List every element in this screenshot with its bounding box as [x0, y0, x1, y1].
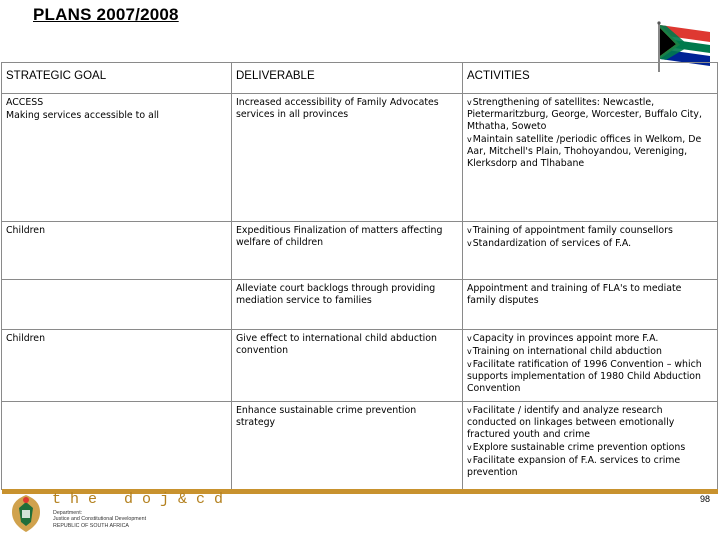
activity-text: Capacity in provinces appoint more F.A. — [472, 333, 659, 344]
v-diamond-bullet-icon: v — [467, 360, 472, 369]
activity-text: Strengthening of satellites: Newcastle, Pietermaritzburg, George, Worcester, Buffalo City, Mthatha, Soweto — [467, 97, 702, 132]
table-row — [2, 330, 718, 402]
page-number: 98 — [699, 494, 710, 504]
activity-item — [467, 455, 713, 479]
activity-text: Explore sustainable crime prevention options — [472, 442, 686, 453]
table-row — [2, 280, 718, 330]
v-diamond-bullet-icon: v — [467, 443, 472, 452]
activity-text: Training on international child abduction — [472, 346, 662, 357]
activity-text: Training of appointment family counsellors — [472, 225, 673, 236]
activities-cell — [463, 402, 718, 490]
goal-text: Making services accessible to all — [6, 110, 160, 121]
dept-line: Justice and Constitutional Development — [53, 516, 147, 523]
v-diamond-bullet-icon: v — [467, 98, 472, 107]
activity-item — [467, 442, 713, 454]
goal-cell: Children — [2, 330, 232, 402]
activity-text: Standardization of services of F.A. — [472, 238, 632, 249]
deliverable-cell: Enhance sustainable crime prevention strategy — [232, 402, 463, 490]
dept-line: REPUBLIC OF SOUTH AFRICA — [53, 522, 129, 529]
activities-cell — [463, 330, 718, 402]
activity-item — [467, 346, 713, 358]
header-activities: ACTIVITIES — [463, 63, 718, 94]
goal-text: ACCESS — [6, 97, 44, 108]
deliverable-cell: Give effect to international child abduction convention — [232, 330, 463, 402]
brand-wordmark: the doj&cd — [52, 491, 233, 508]
v-diamond-bullet-icon: v — [467, 239, 472, 248]
table-row — [2, 94, 718, 222]
activities-cell: Appointment and training of FLA's to mediate family disputes — [463, 280, 718, 330]
activity-item — [467, 405, 713, 441]
goal-cell — [2, 94, 232, 222]
activity-item — [467, 238, 713, 250]
plans-table — [1, 62, 718, 490]
coat-of-arms-icon — [6, 492, 46, 534]
activity-item — [467, 134, 713, 170]
table-row — [2, 222, 718, 280]
v-diamond-bullet-icon: v — [467, 456, 472, 465]
goal-cell — [2, 280, 232, 330]
page-title: PLANS 2007/2008 — [33, 5, 179, 24]
deliverable-cell: Expeditious Finalization of matters affecting welfare of children — [232, 222, 463, 280]
activity-item — [467, 225, 713, 237]
activity-text: Facilitate expansion of F.A. services to crime prevention — [467, 455, 681, 478]
activity-item — [467, 333, 713, 345]
table-header-row — [2, 63, 718, 94]
table-row — [2, 402, 718, 490]
deliverable-cell: Increased accessibility of Family Advocates services in all provinces — [232, 94, 463, 222]
activities-cell — [463, 222, 718, 280]
dept-line: Department: — [53, 510, 83, 516]
v-diamond-bullet-icon: v — [467, 226, 472, 235]
deliverable-cell: Alleviate court backlogs through providing mediation service to families — [232, 280, 463, 330]
goal-cell: Children — [2, 222, 232, 280]
v-diamond-bullet-icon: v — [467, 406, 472, 415]
v-diamond-bullet-icon: v — [467, 334, 472, 343]
v-diamond-bullet-icon: v — [467, 347, 472, 356]
department-name — [53, 510, 146, 529]
goal-cell — [2, 402, 232, 490]
activity-item — [467, 359, 713, 395]
activity-text: Maintain satellite /periodic offices in Welkom, De Aar, Mitchell's Plain, Thohoyandou, Vereniging, Klerksdorp and Tlhabane — [467, 134, 702, 169]
header-strategic-goal: STRATEGIC GOAL — [2, 63, 232, 94]
activity-text: Facilitate ratification of 1996 Convention – which supports implementation of 1980 Child Abduction Convention — [467, 359, 702, 394]
header-deliverable: DELIVERABLE — [232, 63, 463, 94]
activity-text: Facilitate / identify and analyze research conducted on linkages between emotionally fractured youth and crime — [467, 405, 675, 440]
activities-cell — [463, 94, 718, 222]
v-diamond-bullet-icon: v — [467, 135, 472, 144]
activity-item — [467, 97, 713, 133]
